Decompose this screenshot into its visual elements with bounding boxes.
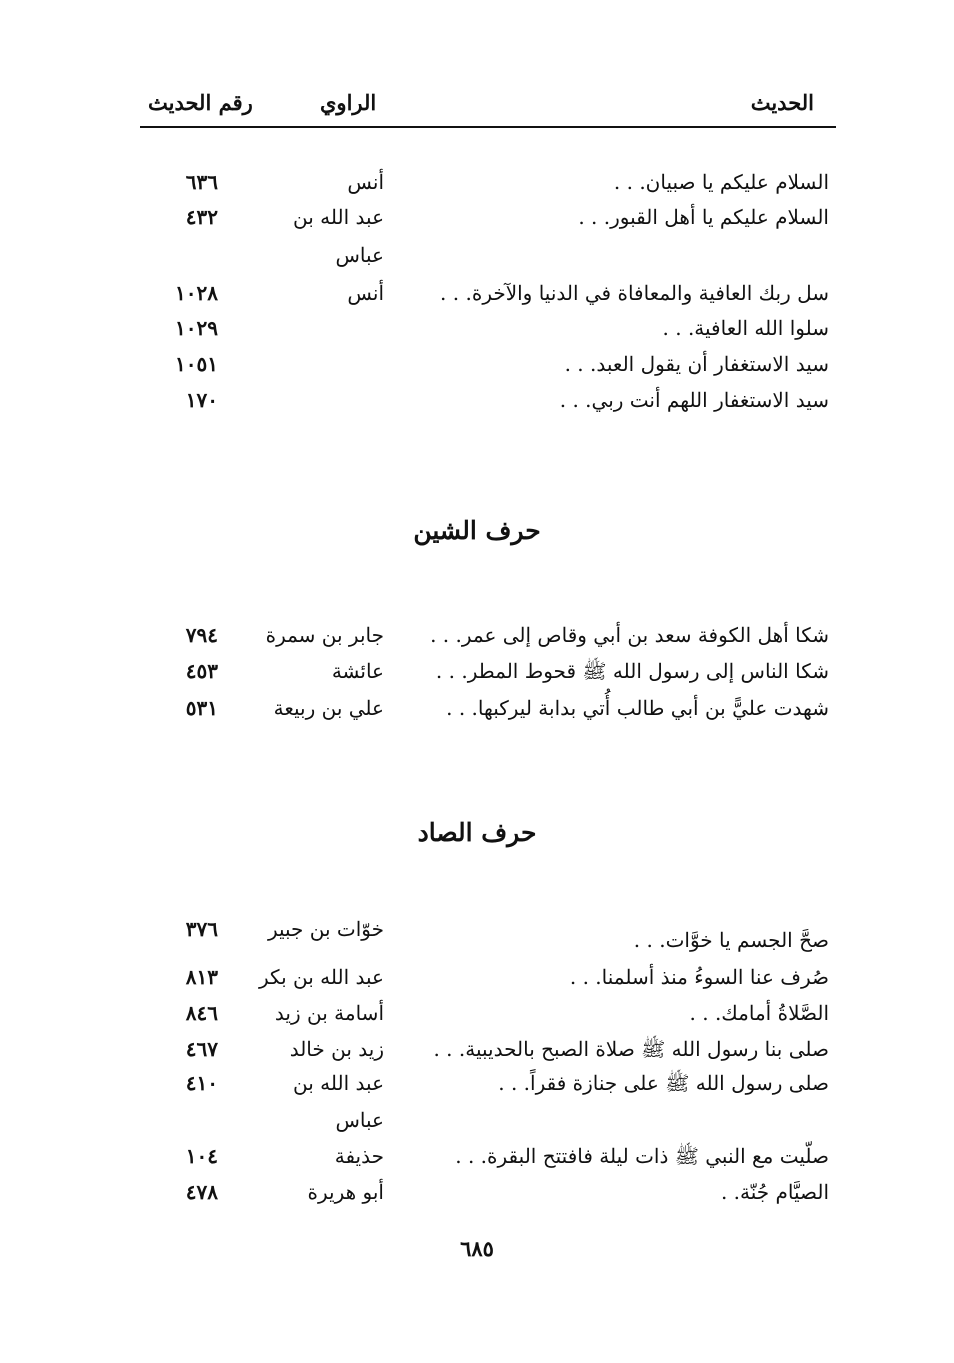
hadith-text: صحَّ الجسم يا خوَّات. . . bbox=[633, 928, 829, 952]
hadith-text: سيد الاستغفار اللهم أنت ربي. . . bbox=[559, 388, 829, 412]
table-row bbox=[0, 961, 954, 995]
hadith-number: ٥٣١ bbox=[185, 696, 218, 720]
table-row bbox=[0, 997, 954, 1031]
header-narrator: الراوي bbox=[320, 90, 377, 115]
hadith-number: ٧٩٤ bbox=[185, 623, 218, 647]
table-row bbox=[0, 924, 954, 958]
table-row bbox=[0, 1033, 954, 1067]
hadith-number: ٨١٣ bbox=[185, 965, 218, 989]
narrator: أسامة بن زيد bbox=[274, 1001, 384, 1025]
table-row bbox=[0, 1104, 954, 1138]
hadith-text: صلّيت مع النبي ﷺ ذات ليلة فافتتح البقرة. . . bbox=[455, 1144, 829, 1168]
hadith-number: ٤٣٢ bbox=[185, 205, 218, 229]
table-row bbox=[0, 277, 954, 311]
table-row bbox=[0, 312, 954, 346]
hadith-text: صلى رسول الله ﷺ على جنازة فقراً. . . bbox=[498, 1071, 829, 1095]
table-row bbox=[0, 1067, 954, 1101]
narrator: حذيفة bbox=[334, 1144, 384, 1168]
hadith-number: ١٠٥١ bbox=[175, 352, 218, 376]
hadith-number: ٨٤٦ bbox=[185, 1001, 218, 1025]
hadith-number: ٤٦٧ bbox=[185, 1037, 218, 1061]
table-row bbox=[0, 619, 954, 653]
section-title-shin: حرف الشين bbox=[413, 516, 541, 545]
hadith-number: ٤١٠ bbox=[185, 1071, 218, 1095]
table-row bbox=[0, 1176, 954, 1210]
table-header bbox=[140, 82, 836, 128]
narrator: أبو هريرة bbox=[307, 1180, 384, 1204]
hadith-number: ٦٣٦ bbox=[185, 170, 218, 194]
hadith-text: شكا أهل الكوفة سعد بن أبي وقاص إلى عمر. . . bbox=[430, 623, 829, 647]
table-row bbox=[0, 1140, 954, 1174]
table-row bbox=[0, 166, 954, 200]
narrator: عباس bbox=[335, 1108, 384, 1132]
hadith-number: ١٠٤ bbox=[185, 1144, 218, 1168]
hadith-number: ٤٧٨ bbox=[185, 1180, 218, 1204]
table-row bbox=[0, 201, 954, 235]
narrator: عائشة bbox=[331, 659, 384, 683]
narrator: جابر بن سمرة bbox=[265, 623, 384, 647]
page-number: ٦٨٥ bbox=[460, 1236, 494, 1261]
narrator: عبد الله بن بكر bbox=[259, 965, 384, 989]
table-row bbox=[0, 348, 954, 382]
hadith-number: ٤٥٣ bbox=[185, 659, 218, 683]
hadith-text: شهدت عليًّ بن أبي طالب أُتي بدابة ليركبها. . . bbox=[446, 696, 829, 720]
hadith-text: السلام عليكم يا أهل القبور. . . bbox=[578, 205, 829, 229]
narrator: عبد الله بن bbox=[293, 205, 384, 229]
header-number: رقم الحديث bbox=[148, 90, 253, 115]
table-row bbox=[0, 692, 954, 726]
hadith-text: صلى بنا رسول الله ﷺ صلاة الصبح بالحديبية. . . bbox=[433, 1037, 829, 1061]
section-title-sad: حرف الصاد bbox=[417, 818, 537, 847]
narrator: عباس bbox=[335, 243, 384, 267]
table-row bbox=[0, 239, 954, 273]
hadith-number: ١٠٢٩ bbox=[175, 316, 218, 340]
narrator: أنس bbox=[347, 281, 384, 305]
table-row bbox=[0, 655, 954, 689]
hadith-text: السلام عليكم يا صبيان. . . bbox=[613, 170, 829, 194]
narrator: أنس bbox=[347, 170, 384, 194]
hadith-text: سلوا الله العافية. . . bbox=[662, 316, 829, 340]
table-row bbox=[0, 384, 954, 418]
narrator: عبد الله بن bbox=[293, 1071, 384, 1095]
hadith-text: صُرف عنا السوءُ منذ أسلمنا. . . bbox=[569, 965, 829, 989]
narrator: علي بن ربيعة bbox=[273, 696, 384, 720]
hadith-number: ١٧٠ bbox=[185, 388, 218, 412]
hadith-number: ٣٧٦ bbox=[185, 917, 218, 941]
hadith-text: شكا الناس إلى رسول الله ﷺ قحوط المطر. . . bbox=[435, 659, 829, 683]
hadith-number: ١٠٢٨ bbox=[175, 281, 218, 305]
header-hadith: الحديث bbox=[750, 90, 814, 115]
hadith-text: الصيَّام جُنّة. . bbox=[720, 1180, 829, 1204]
hadith-text: سل ربك العافية والمعافاة في الدنيا والآخرة. . . bbox=[440, 281, 829, 305]
hadith-text: سيد الاستغفار أن يقول العبد. . . bbox=[564, 352, 829, 376]
narrator: زيد بن خالد bbox=[289, 1037, 384, 1061]
hadith-text: الصَّلاةُ أمامك. . . bbox=[689, 1001, 829, 1025]
narrator: خوّات بن جبير bbox=[267, 917, 384, 941]
